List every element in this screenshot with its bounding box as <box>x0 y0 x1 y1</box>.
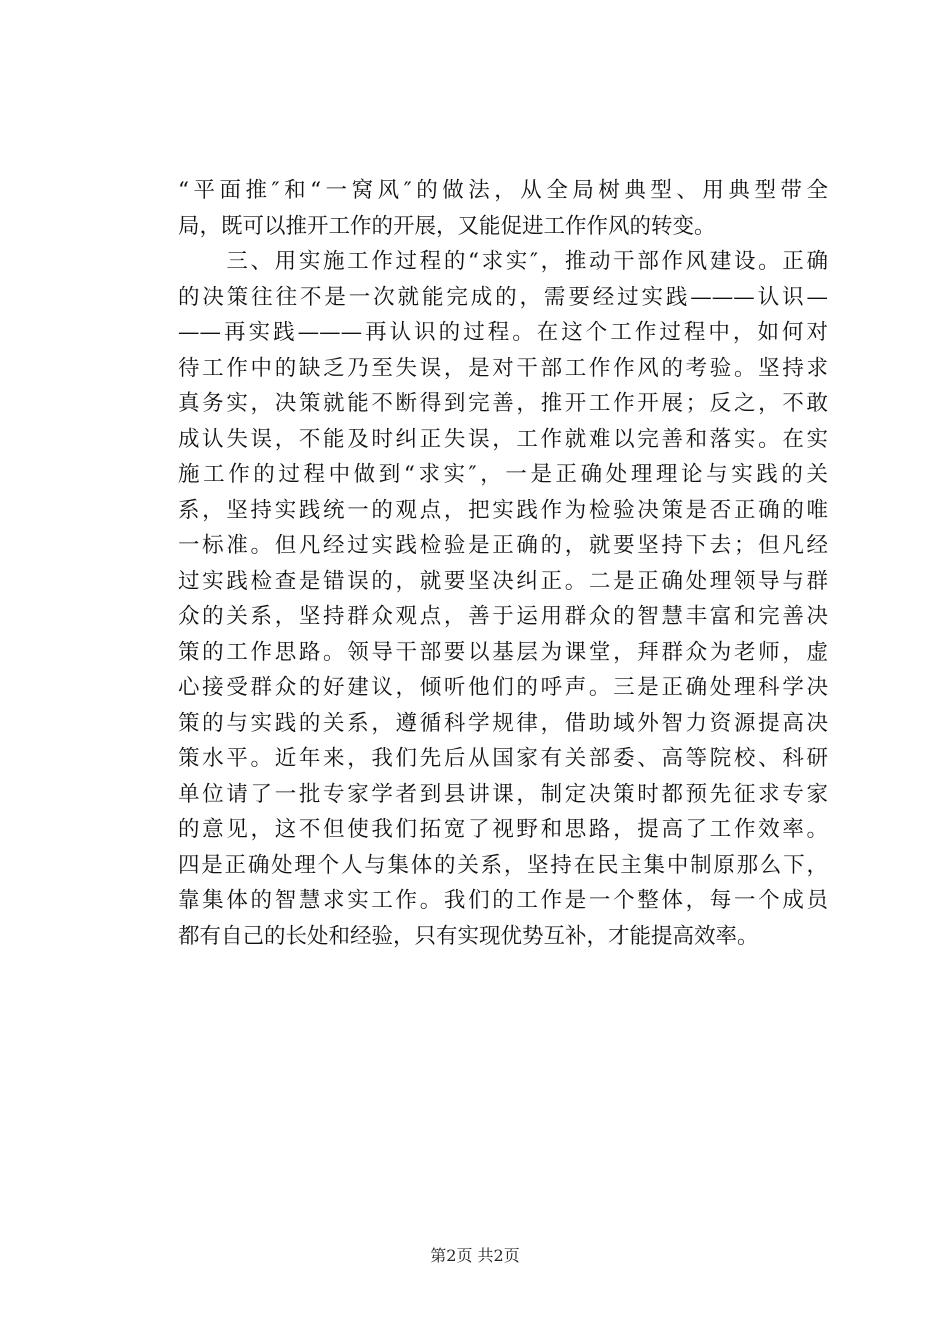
text-line: 策的工作思路。领导干部要以基层为课堂，拜群众为老师，虚 <box>178 639 828 665</box>
text-line: 三、用实施工作过程的“求实″，推动干部作风建设。正确 <box>178 249 828 274</box>
body-text <box>178 173 828 954</box>
text-line: 待工作中的缺乏乃至失误，是对干部工作作风的考验。坚持求 <box>178 355 828 381</box>
text-line: 靠集体的智慧求实工作。我们的工作是一个整体，每一个成员 <box>178 888 828 913</box>
text-line: 单位请了一批专家学者到县讲课，制定决策时都预先征求专家 <box>178 781 828 807</box>
text-line: 策水平。近年来，我们先后从国家有关部委、高等院校、科研 <box>178 746 828 771</box>
text-line: 的决策往往不是一次就能完成的，需要经过实践———认识— <box>178 284 828 310</box>
text-line: 一标准。但凡经过实践检验是正确的，就要坚持下去；但凡经 <box>178 533 828 558</box>
text-line: 真务实，决策就能不断得到完善，推开工作开展；反之，不敢 <box>178 391 828 416</box>
text-line: 众的关系，坚持群众观点，善于运用群众的智慧丰富和完善决 <box>178 604 828 629</box>
text-line: 策的与实践的关系，遵循科学规律，借助域外智力资源提高决 <box>178 710 828 736</box>
text-line: 系，坚持实践统一的观点，把实践作为检验决策是否正确的唯 <box>178 497 828 523</box>
text-line: ——再实践———再认识的过程。在这个工作过程中，如何对 <box>178 320 828 345</box>
page-number-footer: 第2页 共2页 <box>430 1246 520 1265</box>
text-line: 局，既可以推开工作的开展，又能促进工作作风的转变。 <box>178 213 716 239</box>
text-line: 成认失误，不能及时纠正失误，工作就难以完善和落实。在实 <box>178 426 828 452</box>
text-line: 都有自己的长处和经验，只有实现优势互补，才能提高效率。 <box>178 923 759 949</box>
text-line: “平面推″和“一窝风″的做法，从全局树典型、用典型带全 <box>178 178 828 203</box>
text-line: 心接受群众的好建议，倾听他们的呼声。三是正确处理科学决 <box>178 675 828 700</box>
text-line: 施工作的过程中做到“求实″，一是正确处理理论与实践的关 <box>178 462 828 487</box>
text-line: 的意见，这不但使我们拓宽了视野和思路，提高了工作效率。 <box>178 817 828 842</box>
text-line: 四是正确处理个人与集体的关系，坚持在民主集中制原那么下， <box>178 852 828 878</box>
text-line: 过实践检查是错误的，就要坚决纠正。二是正确处理领导与群 <box>178 568 828 594</box>
